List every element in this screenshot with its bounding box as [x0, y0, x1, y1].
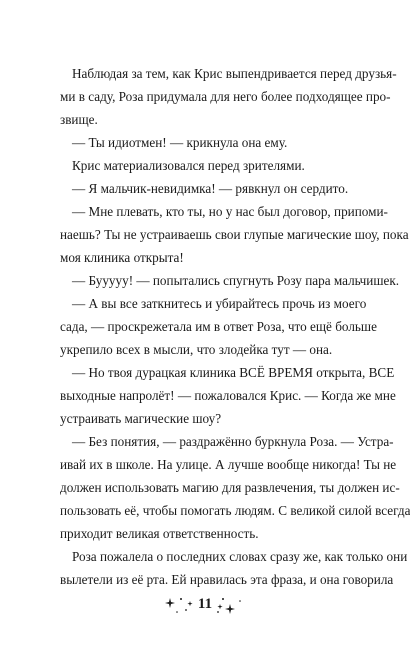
body-text	[60, 62, 410, 591]
page-number: 11	[197, 596, 213, 612]
text-line: наешь? Ты не устраиваешь свои глупые магические шоу, пока	[60, 227, 409, 242]
text-line: — Я мальчик-невидимка! — рявкнул он сердито.	[72, 181, 349, 196]
text-line: вылетели из её рта. Ей нравилась эта фраза, и она говорила	[60, 572, 394, 587]
text-line: Роза пожалела о последних словах сразу же, как только они	[72, 549, 408, 564]
text-line: выходные напролёт! — пожаловался Крис. — Когда же мне	[60, 388, 396, 403]
page-footer	[0, 590, 410, 620]
text-line: — Но твоя дурацкая клиника ВСЁ ВРЕМЯ открыта, ВСЕ	[72, 365, 395, 380]
text-line: должен использовать магию для развлечения, ты должен ис-	[60, 480, 400, 495]
text-line: — Бууууу! — попытались спугнуть Розу пара мальчишек.	[72, 273, 400, 288]
text-line: звище.	[60, 112, 98, 127]
text-line: устраивать магические шоу?	[60, 411, 222, 426]
text-line: ивай их в школе. На улице. А лучше вообще никогда! Ты не	[60, 457, 397, 472]
text-line: моя клиника открыта!	[60, 250, 184, 265]
text-line: — Ты идиотмен! — крикнула она ему.	[72, 135, 288, 150]
text-line: — Без понятия, — раздражённо буркнула Роза. — Устра-	[72, 434, 394, 449]
text-line: укрепило всех в мысли, что злодейка тут — она.	[60, 342, 333, 357]
text-line: приходит великая ответственность.	[60, 526, 259, 541]
text-line: сада, — проскрежетала им в ответ Роза, что ещё больше	[60, 319, 377, 334]
text-line: Крис материализовался перед зрителями.	[72, 158, 305, 173]
text-line: Наблюдая за тем, как Крис выпендривается перед друзья-	[72, 66, 397, 81]
text-line: ми в саду, Роза придумала для него более подходящее про-	[60, 89, 391, 104]
text-line: — А вы все заткнитесь и убирайтесь прочь из моего	[72, 296, 367, 311]
text-line: пользовать её, чтобы помогать людям. С великой силой всегда	[60, 503, 410, 518]
text-line: — Мне плевать, кто ты, но у нас был договор, припоми-	[72, 204, 388, 219]
